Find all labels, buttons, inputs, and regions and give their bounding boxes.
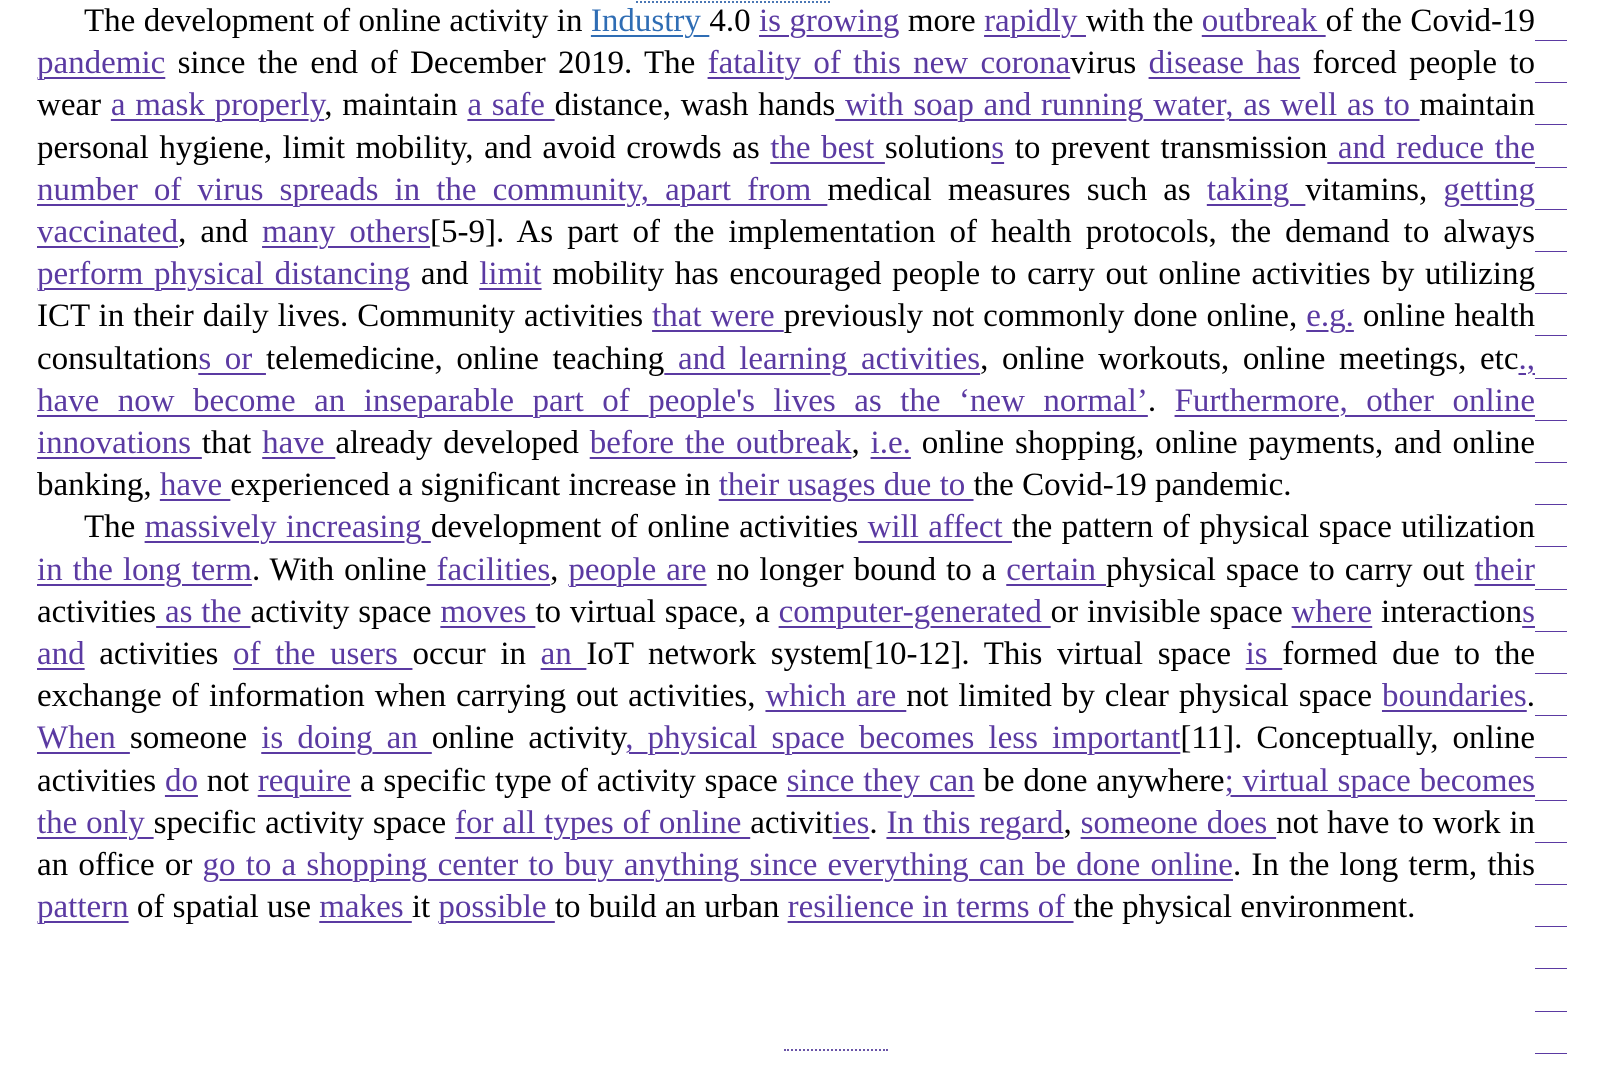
revision-bar xyxy=(1535,124,1567,125)
text-run: distance, wash hands xyxy=(554,87,836,124)
text-run: to build an urban xyxy=(554,889,788,926)
tracked-insertion: will affect xyxy=(858,509,1012,546)
tracked-insertion: ; virtual space becomes the only xyxy=(37,762,1536,841)
tracked-insertion: e.g. xyxy=(1306,298,1354,335)
text-run: The xyxy=(84,509,145,546)
tracked-insertion: with soap and running water, as well as to xyxy=(835,87,1420,124)
revision-bar xyxy=(1535,420,1567,421)
text-run: already developed xyxy=(335,425,590,462)
revision-bar xyxy=(1535,1053,1567,1054)
text-run: telemedicine, online teaching xyxy=(265,340,665,377)
text-run: be done anywhere xyxy=(974,762,1225,799)
text-run: forced people to wear xyxy=(37,45,1536,124)
text-run: previously not commonly done online, xyxy=(783,298,1307,335)
tracked-insertion: perform physical distancing xyxy=(37,256,411,293)
tracked-insertion: a safe xyxy=(467,87,555,124)
tracked-insertion: have xyxy=(159,467,231,504)
tracked-insertion: and reduce the number of virus spreads in the community, apart from xyxy=(37,129,1535,208)
text-run: , and xyxy=(178,214,263,251)
text-run: . In the long term, this xyxy=(1232,847,1535,884)
tracked-insertion: for all types of online xyxy=(454,804,751,841)
text-run: physical space to carry out xyxy=(1105,551,1475,588)
tracked-insertion: their xyxy=(1474,551,1535,588)
tracked-insertion: disease has xyxy=(1148,45,1301,82)
paragraph-2 xyxy=(37,506,1535,928)
tracked-insertion: pattern xyxy=(37,889,129,926)
tracked-insertion: certain xyxy=(1006,551,1106,588)
text-run: activities xyxy=(84,636,233,673)
tracked-insertion: facilities xyxy=(426,551,551,588)
tracked-insertion: outbreak xyxy=(1201,3,1326,39)
text-run: the physical environment. xyxy=(1073,889,1416,926)
text-run: online activity xyxy=(431,720,626,757)
text-run: . With online xyxy=(251,551,427,588)
tracked-insertion: go to a shopping center to buy anything since everything can be done online xyxy=(202,847,1233,884)
text-run: virus xyxy=(1070,45,1149,82)
revision-bar xyxy=(1535,631,1567,632)
tracked-insertion: i.e. xyxy=(870,425,911,462)
text-run: occur in xyxy=(412,636,541,673)
tracked-insertion: their usages due to xyxy=(718,467,974,504)
text-run: not xyxy=(197,762,258,799)
tracked-insertion: is xyxy=(1245,636,1283,673)
revision-bar xyxy=(1535,462,1567,463)
tracked-insertion: which are xyxy=(765,678,907,715)
text-run: , maintain xyxy=(324,87,468,124)
text-run: online shopping, online payments, and online banking, xyxy=(37,425,1536,504)
revision-bar xyxy=(1535,968,1567,969)
text-run: solution xyxy=(884,129,992,166)
tracked-insertion: , physical space becomes less important xyxy=(625,720,1181,757)
text-run: , xyxy=(851,425,871,462)
revision-bar xyxy=(1535,1011,1567,1012)
text-run: vitamins, xyxy=(1305,171,1444,208)
tracked-insertion: ., have now become an inseparable part of people's lives as the ‘new normal’ xyxy=(37,340,1535,419)
text-run: with the xyxy=(1085,3,1202,39)
tracked-insertion: before the outbreak xyxy=(589,425,852,462)
revision-bar xyxy=(1535,546,1567,547)
revision-bar xyxy=(1535,800,1567,801)
text-run: the Covid-19 pandemic. xyxy=(973,467,1292,504)
text-run: development of online activities xyxy=(430,509,859,546)
tracked-insertion: do xyxy=(164,762,198,799)
text-run: maintain personal hygiene, limit mobility, and avoid crowds as xyxy=(37,87,1536,166)
text-run: IoT network system[10-12]. This virtual space xyxy=(586,636,1246,673)
text-run: activity space xyxy=(250,593,441,630)
tracked-insertion: require xyxy=(257,762,352,799)
tracked-insertion: In this regard xyxy=(886,804,1064,841)
tracked-insertion: fatality of this new corona xyxy=(707,45,1071,82)
text-run: not limited by clear physical space xyxy=(906,678,1382,715)
text-run: , online workouts, online meetings, etc xyxy=(980,340,1519,377)
tracked-insertion: possible xyxy=(438,889,555,926)
text-run: , xyxy=(1063,804,1081,841)
tracked-insertion: that were xyxy=(652,298,784,335)
revision-bar xyxy=(1535,926,1567,927)
tracked-insertion: makes xyxy=(319,889,412,926)
tracked-insertion: taking xyxy=(1206,171,1306,208)
revision-bar xyxy=(1535,251,1567,252)
tracked-insertion: is doing an xyxy=(261,720,432,757)
revision-bar xyxy=(1535,167,1567,168)
tracked-insertion: where xyxy=(1291,593,1373,630)
revision-bar xyxy=(1535,335,1567,336)
tracked-insertion: someone does xyxy=(1080,804,1277,841)
tracked-insertion: is growing xyxy=(758,3,900,39)
tracked-insertion: many others xyxy=(262,214,431,251)
text-run: The development of online activity in xyxy=(84,3,591,39)
revision-bar xyxy=(1535,842,1567,843)
text-run: someone xyxy=(129,720,262,757)
text-run: . xyxy=(1147,382,1175,419)
text-run: to virtual space, a xyxy=(535,593,779,630)
text-run: not have to work in an office or xyxy=(37,804,1536,884)
tracked-insertion: s xyxy=(991,129,1005,166)
revision-bar xyxy=(1535,293,1567,294)
tracked-insertion: people are xyxy=(568,551,707,588)
text-run: no longer bound to a xyxy=(706,551,1007,588)
tracked-insertion: moves xyxy=(440,593,536,630)
tracked-insertion: massively increasing xyxy=(144,509,431,546)
text-run: and xyxy=(410,256,480,293)
tracked-insertion: since they can xyxy=(786,762,975,799)
revision-bar xyxy=(1535,673,1567,674)
text-run: of the Covid-19 xyxy=(1325,3,1535,39)
tracked-insertion: an xyxy=(540,636,587,673)
text-run: activities xyxy=(37,593,157,630)
revision-bar xyxy=(1535,378,1567,379)
tracked-link[interactable]: Industry xyxy=(590,3,710,39)
revision-bar xyxy=(1535,715,1567,716)
text-run: experienced a significant increase in xyxy=(230,467,719,504)
text-run: of spatial use xyxy=(128,889,320,926)
text-run: since the end of December 2019. The xyxy=(165,45,708,82)
text-run: mobility has encouraged people to carry out online activities by utilizing ICT in their daily lives. Community activities xyxy=(37,256,1535,335)
revision-bar xyxy=(1535,40,1567,41)
text-run: specific activity space xyxy=(153,804,455,841)
text-run: formed due to the exchange of information when carrying out activities, xyxy=(37,636,1535,715)
tracked-insertion: boundaries xyxy=(1381,678,1527,715)
revision-bar xyxy=(1535,884,1567,885)
text-run: that xyxy=(201,425,263,462)
revision-bar xyxy=(1535,82,1567,83)
text-run: [5-9]. As part of the implementation of health protocols, the demand to always xyxy=(430,214,1535,251)
text-run: activit xyxy=(750,804,833,841)
text-run: . xyxy=(869,804,887,841)
text-run: a specific type of activity space xyxy=(351,762,787,799)
text-run: 4.0 xyxy=(709,3,759,39)
revision-bar xyxy=(1535,589,1567,590)
tracked-insertion: have xyxy=(262,425,336,462)
tracked-insertion: resilience in terms of xyxy=(787,889,1074,926)
text-run: . xyxy=(1526,678,1536,715)
tracked-insertion: rapidly xyxy=(984,3,1086,39)
tracked-insertion: pandemic xyxy=(37,45,166,82)
revision-bar xyxy=(1535,504,1567,505)
tracked-insertion: a mask properly xyxy=(110,87,325,124)
tracked-insertion: of the users xyxy=(233,636,413,673)
text-run: medical measures such as xyxy=(827,171,1207,208)
tracked-insertion: s and xyxy=(37,593,1535,673)
text-run: it xyxy=(411,889,439,926)
revision-bar xyxy=(1535,209,1567,210)
tracked-insertion: getting vaccinated xyxy=(37,171,1535,251)
text-run: to prevent transmission xyxy=(1004,129,1328,166)
tracked-insertion: When xyxy=(37,720,130,757)
tracked-insertion: the best xyxy=(770,129,885,166)
text-run: or invisible space xyxy=(1050,593,1292,630)
text-run: online health consultation xyxy=(37,298,1535,377)
text-run: more xyxy=(899,3,985,39)
change-marker-bottom xyxy=(784,1049,888,1051)
revision-bar xyxy=(1535,757,1567,758)
text-run: interaction xyxy=(1372,593,1523,630)
tracked-insertion: computer-generated xyxy=(778,593,1051,630)
paragraph-1 xyxy=(37,0,1535,506)
text-run: the pattern of physical space utilization xyxy=(1012,509,1535,546)
tracked-insertion: Furthermore, other online innovations xyxy=(37,382,1535,462)
tracked-insertion: s or xyxy=(198,340,266,377)
text-run: , xyxy=(550,551,569,588)
text-run: [11]. Conceptually, online activities xyxy=(37,720,1536,799)
tracked-insertion: and learning activities xyxy=(664,340,981,377)
tracked-insertion: as the xyxy=(156,593,251,630)
tracked-insertion: in the long term xyxy=(37,551,252,588)
tracked-insertion: ies xyxy=(832,804,870,841)
tracked-insertion: limit xyxy=(479,256,542,293)
document-body xyxy=(37,0,1535,928)
